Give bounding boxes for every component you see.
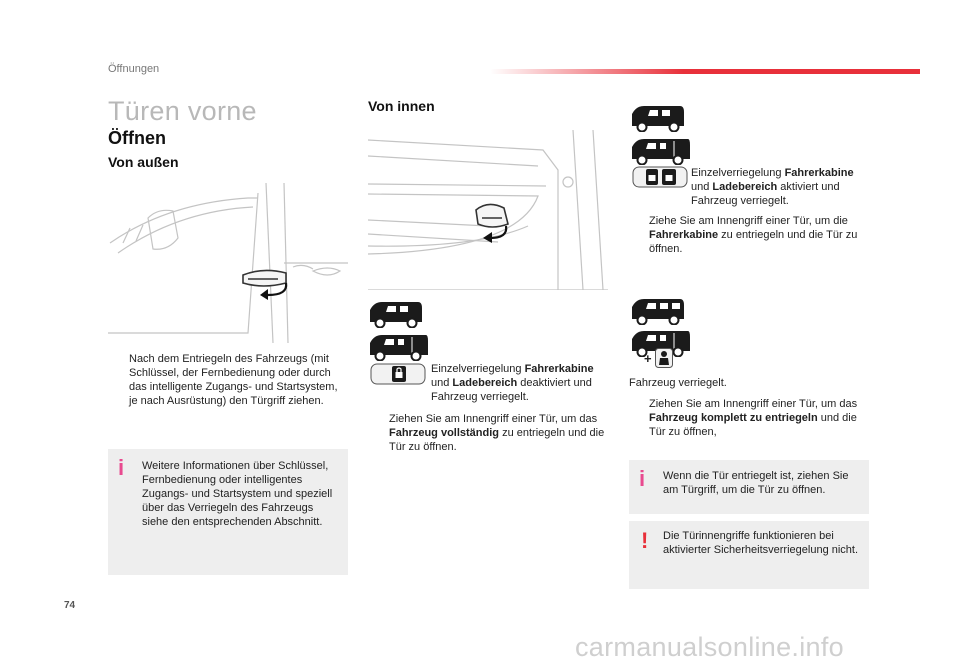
info-box-right bbox=[629, 460, 869, 514]
van-icon bbox=[630, 137, 692, 165]
interior-door-illustration bbox=[368, 130, 608, 290]
lock-icon bbox=[370, 362, 426, 386]
status-activated: Einzelverriegelung Fahrerkabine und Ladebereich aktiviert und Fahrzeug verriegelt. bbox=[691, 167, 854, 207]
exterior-door-illustration bbox=[108, 183, 348, 343]
heading-von-innen: Von innen bbox=[368, 98, 435, 114]
van-icon bbox=[630, 104, 686, 132]
bullet-interior-cabin bbox=[633, 214, 869, 256]
van-icon bbox=[630, 297, 686, 325]
bullet-exterior bbox=[113, 352, 348, 408]
status-locked: Fahrzeug verriegelt. bbox=[629, 377, 727, 389]
heading-oeffnen: Öffnen bbox=[108, 128, 166, 148]
page-title: Türen vorne bbox=[108, 96, 257, 126]
bullet-text: Ziehe Sie am Innengriff einer Tür, um die Fahrerkabine zu entriegeln und die Tür zu öffnen. bbox=[649, 215, 858, 255]
van-icon bbox=[368, 333, 430, 361]
warning-box bbox=[629, 521, 869, 589]
info-box-left bbox=[108, 449, 348, 575]
van-icon bbox=[368, 300, 424, 328]
section-label: Öffnungen bbox=[108, 63, 160, 75]
plus-sign: + bbox=[644, 351, 652, 366]
heading-von-aussen: Von außen bbox=[108, 154, 179, 170]
watermark: carmanualsonline.info bbox=[575, 632, 844, 662]
warning-text: Die Türinnengriffe funktionieren bei aktivierter Sicherheitsverriegelung nicht. bbox=[663, 530, 859, 556]
info-text: Weitere Informationen über Schlüssel, Fernbedienung oder intelligentes Zugangs- und Startsystem und speziell über das Verriegeln des Fahrzeugs siehe den entsprechenden Abschnitt. bbox=[142, 460, 333, 528]
double-lock-icon bbox=[632, 165, 688, 189]
status-deactivated: Einzelverriegelung Fahrerkabine und Ladebereich deaktiviert und Fahrzeug verriegelt. bbox=[431, 363, 594, 403]
bullet-interior-full bbox=[373, 412, 609, 454]
info-text: Wenn die Tür entriegelt ist, ziehen Sie am Türgriff, um die Tür zu öffnen. bbox=[663, 470, 849, 496]
page-number: 74 bbox=[64, 600, 76, 611]
warning-icon: ! bbox=[641, 528, 649, 553]
child-lock-icon bbox=[655, 348, 673, 368]
bullet-arrow-icon bbox=[633, 397, 649, 439]
info-icon: i bbox=[639, 466, 646, 491]
header-rule bbox=[490, 69, 920, 74]
bullet-text: Nach dem Entriegeln des Fahrzeugs (mit Schlüssel, der Fernbedienung oder durch das intelligente Zugangs- und Startsystem, je nach Ausrüstung) den Türgriff ziehen. bbox=[129, 353, 338, 407]
bullet-interior-complete bbox=[633, 397, 869, 439]
bullet-arrow-icon bbox=[373, 412, 389, 454]
bullet-arrow-icon bbox=[633, 214, 649, 256]
bullet-arrow-icon bbox=[113, 352, 129, 408]
bullet-text: Ziehen Sie am Innengriff einer Tür, um das Fahrzeug komplett zu entriegeln und die Tür zu öffnen, bbox=[649, 398, 858, 438]
info-icon: i bbox=[118, 455, 125, 480]
bullet-text: Ziehen Sie am Innengriff einer Tür, um das Fahrzeug vollständig zu entriegeln und die Tür zu öffnen. bbox=[389, 413, 605, 453]
